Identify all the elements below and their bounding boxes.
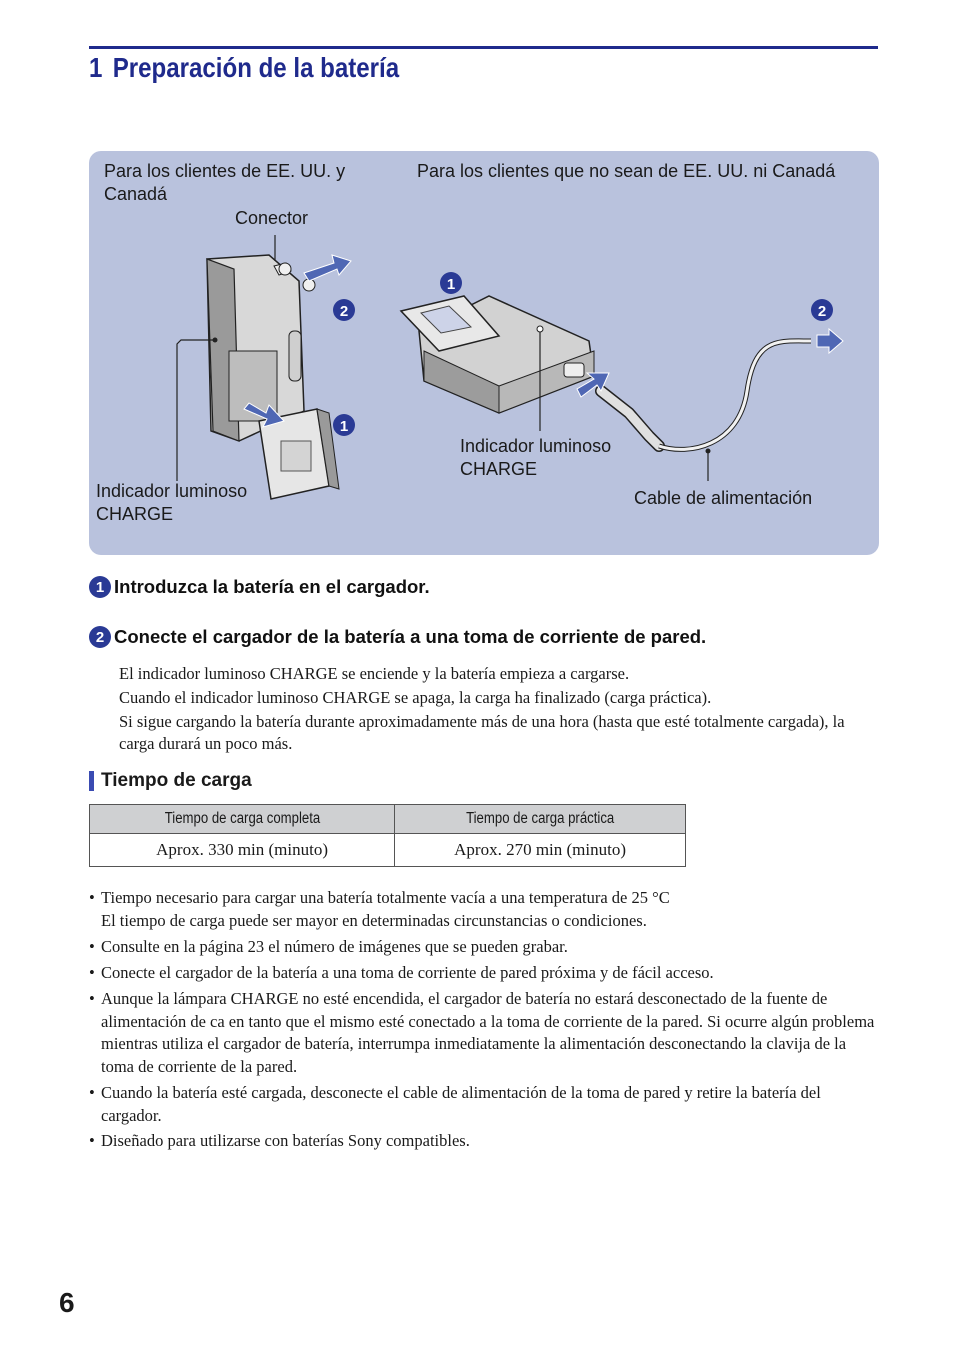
label-indicator-left: Indicador luminoso CHARGE — [96, 481, 248, 524]
section-title: Preparación de la batería — [112, 52, 400, 83]
table-header-practical-text: Tiempo de carga práctica — [465, 810, 615, 827]
charging-time-title: Tiempo de carga — [101, 770, 252, 791]
note-item: • Diseñado para utilizarse con baterías Sony compatibles. — [89, 1130, 879, 1153]
page-number: 6 — [59, 1287, 75, 1318]
note-text: El tiempo de carga puede ser mayor en determinadas circunstancias o condiciones. — [101, 910, 647, 930]
step-1 — [89, 576, 430, 598]
header-rule — [89, 46, 878, 49]
step-2 — [89, 626, 706, 648]
charging-time-table — [89, 804, 686, 867]
badge-2-right: 2 — [817, 303, 827, 320]
step-2-badge: 2 — [89, 626, 111, 648]
us-charger-icon — [177, 235, 351, 499]
page-title — [89, 52, 399, 84]
label-other-customers: Para los clientes que no sean de EE. UU. ni Canadá — [417, 161, 836, 181]
table-header-full-text: Tiempo de carga completa — [164, 810, 320, 827]
table-header-row — [90, 805, 686, 834]
label-indicator-right: Indicador luminoso CHARGE — [460, 436, 612, 479]
label-us-customers: Para los clientes de EE. UU. y Canadá — [104, 161, 346, 204]
label-connector: Conector — [235, 208, 309, 228]
charging-time-heading — [89, 770, 252, 792]
badge-2-left: 2 — [339, 303, 349, 320]
badge-1-right: 1 — [446, 276, 456, 293]
table-row — [90, 834, 686, 867]
note-item: • Consulte en la página 23 el número de imágenes que se pueden grabar. — [89, 936, 879, 959]
step-1-badge: 1 — [89, 576, 111, 598]
badge-1-left: 1 — [339, 418, 349, 435]
note-item — [89, 887, 879, 932]
note-item: • Cuando la batería esté cargada, desconecte el cable de alimentación de la toma de pared y retire la batería del cargador. — [89, 1082, 879, 1127]
table-header-full — [90, 805, 395, 834]
paragraph-3: Si sigue cargando la batería durante aproximadamente más de una hora (hasta que esté totalmente cargada), la carga durará un poco más. — [119, 712, 845, 753]
paragraph-1: El indicador luminoso CHARGE se enciende y la batería empieza a cargarse. — [119, 664, 630, 683]
table-cell-full: Aprox. 330 min (minuto) — [90, 834, 395, 867]
step-1-text: Introduzca la batería en el cargador. — [114, 576, 430, 597]
step-2-text: Conecte el cargador de la batería a una toma de corriente de pared. — [114, 626, 707, 647]
note-item: • Aunque la lámpara CHARGE no esté encendida, el cargador de batería no estará desconectado de la fuente de alimentación de ca en tanto que el mismo esté conectado a la toma de corriente de la pared. Si ocurre algún problema mientras utiliza el cargador de batería, interrumpa inmediatamente la alimentación desconectando la clavija de la toma de corriente de la pared. — [89, 988, 879, 1078]
label-power-cable: Cable de alimentación — [634, 488, 813, 508]
table-header-practical — [395, 805, 686, 834]
note-text: • Tiempo necesario para cargar una batería totalmente vacía a una temperatura de 25 °C — [101, 888, 670, 907]
paragraph-2: Cuando el indicador luminoso CHARGE se apaga, la carga ha finalizado (carga práctica). — [119, 688, 712, 707]
note-item: • Conecte el cargador de la batería a una toma de corriente de pared próxima y de fácil acceso. — [89, 962, 879, 985]
heading-marker — [89, 771, 94, 791]
charger-illustration — [89, 151, 879, 555]
table-cell-practical: Aprox. 270 min (minuto) — [395, 834, 686, 867]
section-number: 1 — [89, 52, 103, 83]
